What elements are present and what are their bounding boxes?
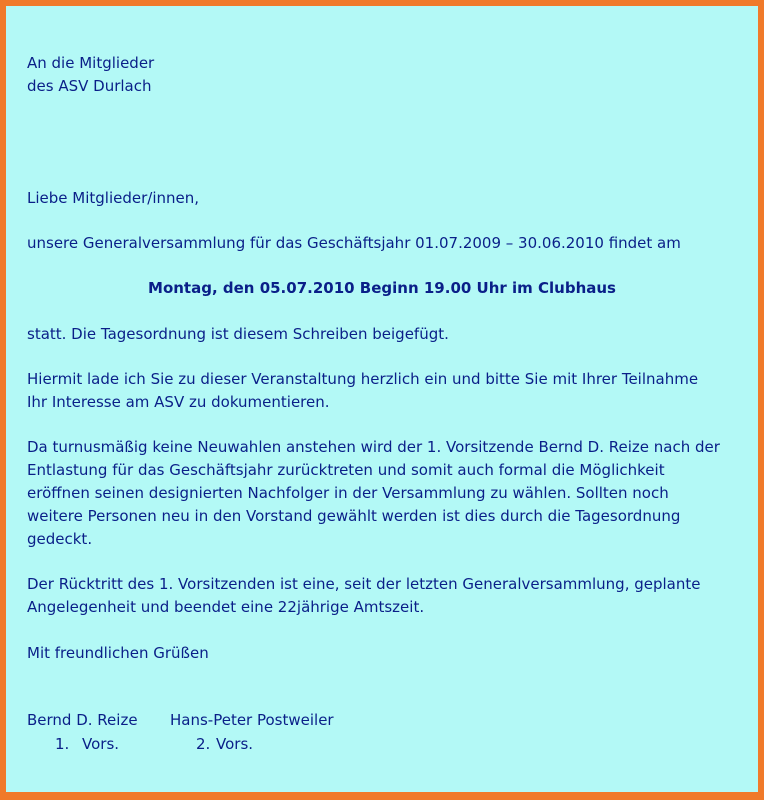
- invitation-line-2: Ihr Interesse am ASV zu dokumentieren.: [27, 393, 330, 411]
- resignation-line-1: Der Rücktritt des 1. Vorsitzenden ist eine, seit der letzten Generalversammlung, geplante: [27, 575, 701, 593]
- election-line-1: Da turnusmäßig keine Neuwahlen anstehen wird der 1. Vorsitzende Bernd D. Reize nach der: [27, 438, 720, 456]
- signature-name-1: Bernd D. Reize: [27, 711, 138, 729]
- resignation-line-2: Angelegenheit und beendet eine 22jährige Amtszeit.: [27, 598, 425, 616]
- letter-page: [6, 6, 758, 792]
- agenda-note: statt. Die Tagesordnung ist diesem Schreiben beigefügt.: [27, 325, 449, 343]
- meeting-date-highlight: Montag, den 05.07.2010 Beginn 19.00 Uhr im Clubhaus: [148, 279, 616, 297]
- address-line-1: An die Mitglieder: [27, 54, 155, 72]
- election-line-3: eröffnen seinen designierten Nachfolger in der Versammlung zu wählen. Sollten noch: [27, 484, 669, 502]
- election-line-4: weitere Personen neu in den Vorstand gewählt werden ist dies durch die Tagesordnung: [27, 507, 681, 525]
- salutation: Liebe Mitglieder/innen,: [27, 189, 200, 207]
- closing-greeting: Mit freundlichen Grüßen: [27, 644, 209, 662]
- signature-number-2: 2.: [196, 735, 211, 753]
- signature-role-2: Vors.: [216, 735, 254, 753]
- address-line-2: des ASV Durlach: [27, 77, 152, 95]
- election-line-5: gedeckt.: [27, 530, 93, 548]
- election-line-2: Entlastung für das Geschäftsjahr zurücktreten und somit auch formal die Möglichkeit: [27, 461, 665, 479]
- invitation-line-1: Hiermit lade ich Sie zu dieser Veranstaltung herzlich ein und bitte Sie mit Ihrer Teilnahme: [27, 370, 699, 388]
- intro-text: unsere Generalversammlung für das Geschäftsjahr 01.07.2009 – 30.06.2010 findet am: [27, 234, 681, 252]
- signature-number-1: 1.: [55, 735, 70, 753]
- signature-name-2: Hans-Peter Postweiler: [170, 711, 334, 729]
- signature-role-1: Vors.: [82, 735, 120, 753]
